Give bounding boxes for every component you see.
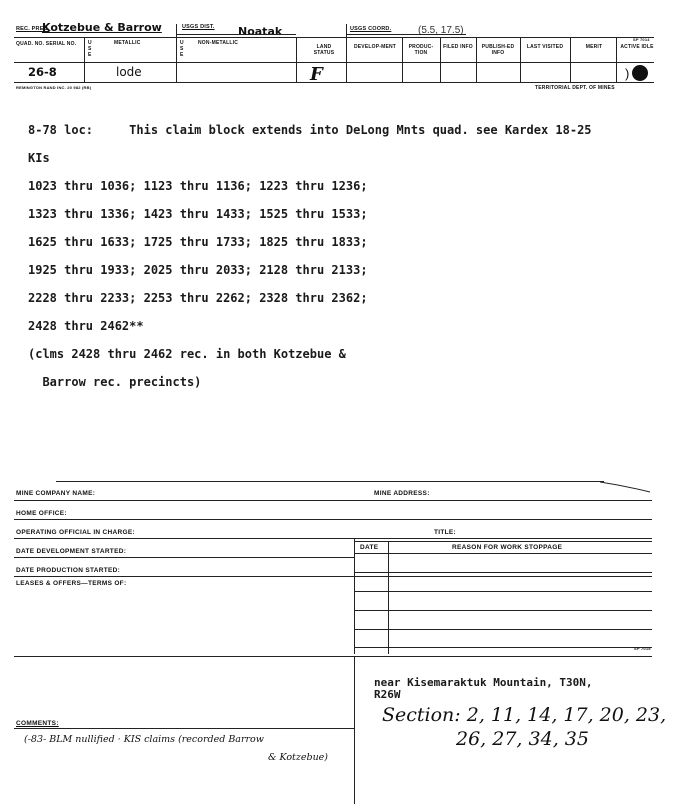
form-rule	[354, 541, 652, 542]
corner-curl	[600, 478, 652, 494]
date-production-label: DATE PRODUCTION STARTED:	[16, 567, 121, 574]
usgs-coord-label: USGS COORD.	[350, 26, 392, 32]
form-rule	[14, 500, 652, 501]
form-number-bottom: SP 7015	[634, 646, 651, 651]
home-office-label: HOME OFFICE:	[16, 510, 67, 517]
section-handwritten-1: Section: 2, 11, 14, 17, 20, 23,	[382, 704, 667, 726]
rec-prec-value: Kotzebue & Barrow	[42, 21, 162, 34]
col-rule	[440, 37, 441, 82]
note-line: (clms 2428 thru 2462 rec. in both Kotzebue &	[28, 347, 346, 361]
form-rule	[14, 538, 652, 539]
col-quad-serial: QUAD. NO. SERIAL NO.	[16, 41, 77, 47]
header-rule-top	[14, 37, 654, 38]
date-column-label: DATE	[360, 544, 379, 551]
form-rule	[354, 610, 652, 611]
lower-rule-top	[56, 481, 604, 482]
col-rule	[570, 37, 571, 82]
note-line: 2428 thru 2462**	[28, 319, 144, 333]
quad-value: 26-8	[28, 65, 57, 79]
col-rule	[84, 37, 85, 82]
note-line: 2228 thru 2233; 2253 thru 2262; 2328 thru 2362;	[28, 291, 368, 305]
form-rule	[14, 557, 354, 558]
form-rule	[354, 591, 652, 592]
comment-handwritten-2: & Kotzebue)	[268, 752, 329, 763]
metallic-value: lode	[116, 65, 142, 79]
col-rule	[616, 37, 617, 82]
header-rule-coord	[346, 34, 466, 35]
section-handwritten-2: 26, 27, 34, 35	[456, 728, 589, 750]
note-line: 1925 thru 1933; 2025 thru 2033; 2128 thru 2133;	[28, 263, 368, 277]
form-rule	[14, 728, 354, 729]
col-non-metallic: NON-METALLIC	[198, 40, 239, 46]
col-metallic-use: U S E	[88, 40, 92, 58]
form-rule	[354, 629, 652, 630]
form-rule	[354, 572, 652, 573]
col-rule	[296, 37, 297, 82]
form-rule	[354, 656, 355, 804]
title-label: TITLE:	[434, 529, 457, 536]
usgs-dist-value: Noatak	[238, 25, 283, 38]
location-note-1: near Kisemaraktuk Mountain, T30N,	[374, 676, 593, 689]
col-rule	[402, 37, 403, 82]
note-line: 8-78 loc: This claim block extends into DeLong Mnts quad. see Kardex 18-25	[28, 123, 592, 137]
leases-offers-label: LEASES & OFFERS—TERMS OF:	[16, 580, 127, 587]
col-non-metallic-use: U S E	[180, 40, 184, 58]
col-rule	[346, 24, 347, 82]
usgs-dist-label: USGS DIST.	[182, 24, 215, 30]
form-rule	[388, 541, 389, 654]
header-rule-dist	[176, 34, 296, 35]
date-development-label: DATE DEVELOPMENT STARTED:	[16, 548, 127, 555]
note-line: 1023 thru 1036; 1123 thru 1136; 1223 thru 1236;	[28, 179, 368, 193]
header-rule-bottom	[14, 82, 654, 83]
land-status-value: F	[310, 64, 323, 85]
location-note-2: R26W	[374, 688, 401, 701]
active-status-mark	[632, 65, 648, 81]
col-rule	[176, 24, 177, 82]
col-rule	[476, 37, 477, 82]
col-merit: MERIT	[585, 44, 603, 50]
comments-label: COMMENTS:	[16, 720, 59, 727]
comment-handwritten-1: (-83- BLM nullified · KIS claims (recorded Barrow	[24, 734, 264, 745]
col-metallic: METALLIC	[114, 40, 141, 46]
col-land-status: LAND STATUS	[313, 44, 335, 56]
form-rule	[14, 519, 652, 520]
mine-address-label: MINE ADDRESS:	[374, 490, 430, 497]
col-published-info: PUBLISH-ED INFO	[481, 44, 515, 56]
active-status-arc: )	[625, 66, 630, 81]
reason-column-label: REASON FOR WORK STOPPAGE	[452, 544, 563, 551]
col-filed-info: FILED INFO	[443, 44, 473, 50]
header-rule-mid	[14, 62, 654, 63]
col-production: PRODUC-TION	[408, 44, 434, 56]
form-rule	[14, 576, 652, 577]
col-rule	[520, 37, 521, 82]
form-rule	[14, 656, 652, 657]
rec-prec-label: REC. PREC.	[16, 26, 50, 32]
note-line: Barrow rec. precincts)	[28, 375, 202, 389]
col-last-visited: LAST VISITED	[526, 44, 564, 50]
form-rule	[354, 647, 652, 648]
mine-company-name-label: MINE COMPANY NAME:	[16, 490, 96, 497]
note-line: 1625 thru 1633; 1725 thru 1733; 1825 thru 1833;	[28, 235, 368, 249]
col-active-idle: ACTIVE IDLE	[620, 44, 654, 50]
note-line: KIs	[28, 151, 50, 165]
form-number-top: SP 7014	[633, 37, 650, 42]
form-rule	[354, 538, 355, 654]
usgs-coord-value: (5.5, 17.5)	[418, 25, 464, 36]
printer-footer: REMINGTON RAND INC. 20 982 (RB)	[16, 85, 92, 90]
note-line: 1323 thru 1336; 1423 thru 1433; 1525 thru 1533;	[28, 207, 368, 221]
form-rule	[354, 553, 652, 554]
col-development: DEVELOP-MENT	[353, 44, 397, 50]
claim-notes	[28, 109, 592, 403]
dept-footer: TERRITORIAL DEPT. OF MINES	[535, 85, 615, 91]
operating-official-label: OPERATING OFFICIAL IN CHARGE:	[16, 529, 135, 536]
